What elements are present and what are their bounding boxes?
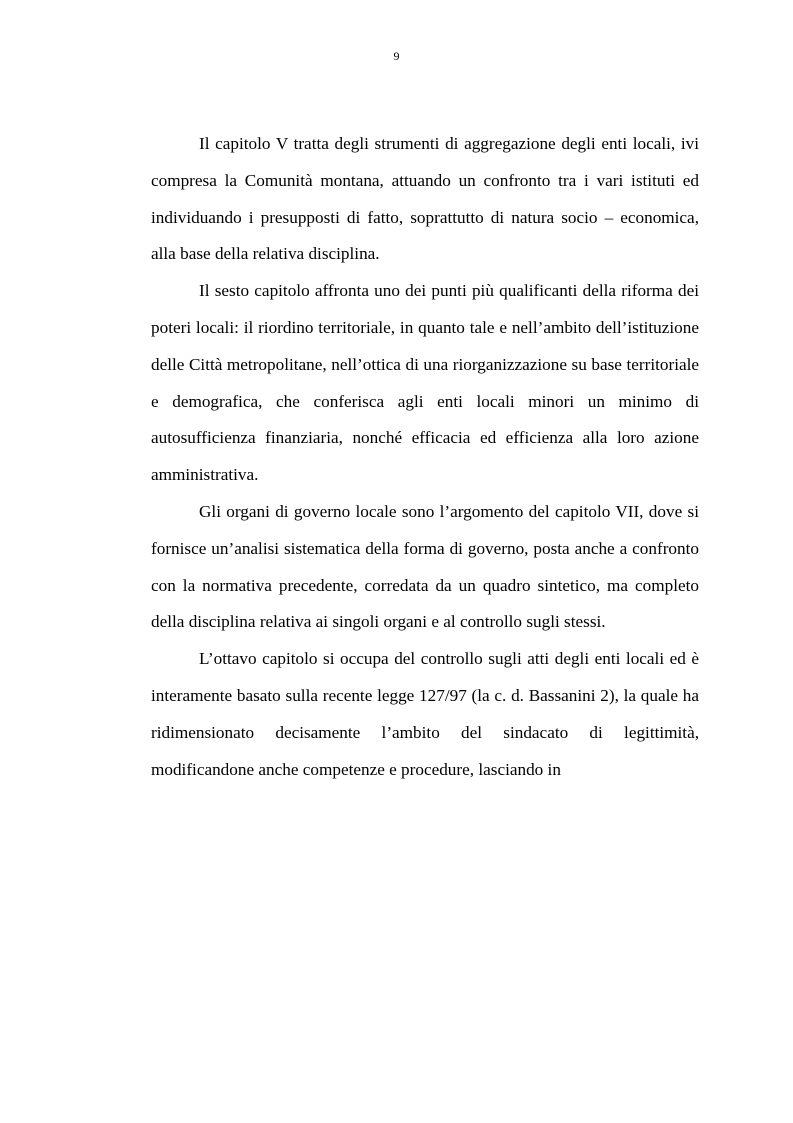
body-text <box>151 126 699 788</box>
page-number: 9 <box>393 49 400 63</box>
paragraph-1: Il capitolo V tratta degli strumenti di aggregazione degli enti locali, ivi compresa la Comunità montana, attuando un confronto tra i vari istituti ed individuando i presupposti di fatto, soprattutto di natura socio – economica, alla base della relativa disciplina. <box>151 134 699 264</box>
paragraph-2: Il sesto capitolo affronta uno dei punti più qualificanti della riforma dei poteri locali: il riordino territoriale, in quanto tale e nell’ambito dell’istituzione delle Città metropolitane, nell’ottica di una riorganizzazione su base territoriale e demografica, che conferisca agli enti locali minori un minimo di autosufficienza finanziaria, nonché efficacia ed efficienza alla loro azione amministrativa. <box>151 281 699 485</box>
paragraph-3: Gli organi di governo locale sono l’argomento del capitolo VII, dove si fornisce un’analisi sistematica della forma di governo, posta anche a confronto con la normativa precedente, corredata da un quadro sintetico, ma completo della disciplina relativa ai singoli organi e al controllo sugli stessi. <box>151 501 699 632</box>
paragraph-4: L’ottavo capitolo si occupa del controllo sugli atti degli enti locali ed è interamente basato sulla recente legge 127/97 (la c. d. Bassanini 2), la quale ha ridimensionato decisamente l’ambito del sindacato di legittimità, modificandone anche competenze e procedure, lasciando in <box>151 649 699 779</box>
